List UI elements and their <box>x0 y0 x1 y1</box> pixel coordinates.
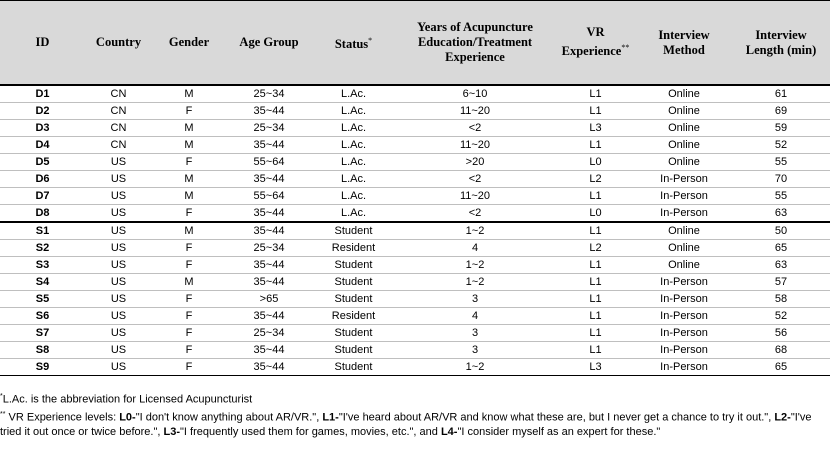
cell-status: L.Ac. <box>312 205 395 223</box>
table-row <box>0 137 830 154</box>
cell-country: US <box>85 154 152 171</box>
cell-gender: F <box>152 103 226 120</box>
table-row <box>0 205 830 223</box>
cell-id: S6 <box>0 308 85 325</box>
cell-country: US <box>85 274 152 291</box>
cell-status: Student <box>312 274 395 291</box>
cell-id: D5 <box>0 154 85 171</box>
table-row <box>0 291 830 308</box>
cell-country: CN <box>85 137 152 154</box>
header-id: ID <box>0 1 85 86</box>
cell-id: D8 <box>0 205 85 223</box>
cell-country: US <box>85 222 152 240</box>
table-row <box>0 85 830 103</box>
cell-years: 1~2 <box>395 274 555 291</box>
cell-interview-length: 55 <box>732 154 830 171</box>
cell-gender: M <box>152 222 226 240</box>
cell-gender: M <box>152 274 226 291</box>
cell-id: S8 <box>0 342 85 359</box>
cell-gender: F <box>152 359 226 376</box>
cell-vr-experience: L1 <box>555 222 636 240</box>
table-row <box>0 188 830 205</box>
cell-vr-experience: L3 <box>555 359 636 376</box>
cell-years: 1~2 <box>395 257 555 274</box>
table-row <box>0 274 830 291</box>
cell-id: S1 <box>0 222 85 240</box>
cell-id: D6 <box>0 171 85 188</box>
cell-id: D3 <box>0 120 85 137</box>
cell-years: 4 <box>395 308 555 325</box>
table-row <box>0 325 830 342</box>
cell-status: Student <box>312 325 395 342</box>
cell-gender: M <box>152 85 226 103</box>
cell-gender: F <box>152 325 226 342</box>
cell-id: D1 <box>0 85 85 103</box>
cell-years: 1~2 <box>395 359 555 376</box>
header-interview-method: Interview Method <box>636 1 732 86</box>
cell-age-group: 35~44 <box>226 257 312 274</box>
cell-country: US <box>85 257 152 274</box>
cell-years: 1~2 <box>395 222 555 240</box>
cell-years: <2 <box>395 120 555 137</box>
cell-years: 3 <box>395 291 555 308</box>
cell-id: D2 <box>0 103 85 120</box>
table-row <box>0 171 830 188</box>
cell-age-group: 25~34 <box>226 240 312 257</box>
cell-interview-method: Online <box>636 103 732 120</box>
cell-id: S4 <box>0 274 85 291</box>
cell-vr-experience: L1 <box>555 103 636 120</box>
cell-interview-length: 69 <box>732 103 830 120</box>
cell-status: Student <box>312 257 395 274</box>
cell-interview-method: Online <box>636 257 732 274</box>
cell-age-group: 35~44 <box>226 137 312 154</box>
cell-vr-experience: L0 <box>555 154 636 171</box>
cell-years: 6~10 <box>395 85 555 103</box>
footnote-status: *L.Ac. is the abbreviation for Licensed Acupuncturist <box>0 393 253 406</box>
cell-age-group: 35~44 <box>226 274 312 291</box>
cell-interview-length: 50 <box>732 222 830 240</box>
cell-interview-length: 61 <box>732 85 830 103</box>
cell-interview-method: In-Person <box>636 325 732 342</box>
cell-status: L.Ac. <box>312 154 395 171</box>
table-row <box>0 342 830 359</box>
cell-gender: F <box>152 240 226 257</box>
table-row <box>0 240 830 257</box>
cell-age-group: 35~44 <box>226 222 312 240</box>
cell-interview-method: In-Person <box>636 359 732 376</box>
cell-age-group: >65 <box>226 291 312 308</box>
table-body <box>0 85 830 376</box>
cell-age-group: 25~34 <box>226 325 312 342</box>
table-row <box>0 222 830 240</box>
cell-status: L.Ac. <box>312 103 395 120</box>
cell-status: Student <box>312 342 395 359</box>
table-header-row <box>0 1 830 86</box>
cell-country: US <box>85 342 152 359</box>
cell-interview-length: 63 <box>732 257 830 274</box>
table-row <box>0 120 830 137</box>
cell-country: CN <box>85 103 152 120</box>
cell-gender: F <box>152 308 226 325</box>
cell-status: L.Ac. <box>312 120 395 137</box>
cell-years: 11~20 <box>395 137 555 154</box>
footnotes <box>0 390 826 440</box>
cell-interview-method: Online <box>636 137 732 154</box>
cell-interview-method: In-Person <box>636 291 732 308</box>
cell-country: US <box>85 359 152 376</box>
cell-interview-length: 63 <box>732 205 830 223</box>
cell-interview-method: In-Person <box>636 308 732 325</box>
cell-vr-experience: L0 <box>555 205 636 223</box>
cell-years: <2 <box>395 171 555 188</box>
vr-footnote-mark: ** <box>621 43 630 53</box>
cell-id: D7 <box>0 188 85 205</box>
cell-status: Student <box>312 359 395 376</box>
cell-country: CN <box>85 85 152 103</box>
cell-age-group: 35~44 <box>226 103 312 120</box>
cell-id: D4 <box>0 137 85 154</box>
cell-age-group: 35~44 <box>226 171 312 188</box>
cell-years: 4 <box>395 240 555 257</box>
cell-interview-length: 70 <box>732 171 830 188</box>
cell-interview-method: Online <box>636 85 732 103</box>
cell-interview-length: 65 <box>732 240 830 257</box>
cell-interview-length: 56 <box>732 325 830 342</box>
cell-gender: M <box>152 137 226 154</box>
cell-vr-experience: L2 <box>555 171 636 188</box>
cell-status: L.Ac. <box>312 137 395 154</box>
table-row <box>0 154 830 171</box>
cell-id: S5 <box>0 291 85 308</box>
cell-id: S7 <box>0 325 85 342</box>
cell-interview-length: 57 <box>732 274 830 291</box>
cell-age-group: 25~34 <box>226 120 312 137</box>
cell-country: US <box>85 171 152 188</box>
table-row <box>0 257 830 274</box>
header-years-experience: Years of Acupuncture Education/Treatment Experience <box>395 1 555 86</box>
cell-country: US <box>85 325 152 342</box>
cell-gender: M <box>152 171 226 188</box>
cell-gender: M <box>152 120 226 137</box>
cell-vr-experience: L1 <box>555 274 636 291</box>
cell-age-group: 35~44 <box>226 359 312 376</box>
cell-interview-length: 58 <box>732 291 830 308</box>
cell-age-group: 55~64 <box>226 188 312 205</box>
cell-gender: F <box>152 257 226 274</box>
cell-vr-experience: L2 <box>555 240 636 257</box>
cell-country: US <box>85 291 152 308</box>
cell-interview-length: 59 <box>732 120 830 137</box>
cell-age-group: 35~44 <box>226 308 312 325</box>
cell-years: 3 <box>395 342 555 359</box>
cell-interview-method: Online <box>636 222 732 240</box>
header-status: Status* <box>312 1 395 86</box>
cell-gender: F <box>152 154 226 171</box>
cell-interview-method: Online <box>636 120 732 137</box>
cell-interview-method: In-Person <box>636 342 732 359</box>
cell-status: Student <box>312 222 395 240</box>
cell-vr-experience: L1 <box>555 188 636 205</box>
cell-age-group: 35~44 <box>226 342 312 359</box>
cell-interview-method: In-Person <box>636 171 732 188</box>
cell-vr-experience: L1 <box>555 325 636 342</box>
cell-status: L.Ac. <box>312 171 395 188</box>
cell-interview-method: In-Person <box>636 188 732 205</box>
status-footnote-mark: * <box>368 35 373 45</box>
table-row <box>0 103 830 120</box>
cell-gender: F <box>152 342 226 359</box>
cell-interview-length: 52 <box>732 308 830 325</box>
header-country: Country <box>85 1 152 86</box>
cell-years: >20 <box>395 154 555 171</box>
header-age-group: Age Group <box>226 1 312 86</box>
cell-status: L.Ac. <box>312 85 395 103</box>
cell-interview-length: 65 <box>732 359 830 376</box>
header-interview-length: Interview Length (min) <box>732 1 830 86</box>
cell-vr-experience: L1 <box>555 85 636 103</box>
header-vr-experience: VR Experience** <box>555 1 636 86</box>
cell-vr-experience: L1 <box>555 308 636 325</box>
cell-interview-method: Online <box>636 240 732 257</box>
cell-interview-method: In-Person <box>636 205 732 223</box>
header-gender: Gender <box>152 1 226 86</box>
cell-status: Student <box>312 291 395 308</box>
cell-vr-experience: L1 <box>555 137 636 154</box>
cell-years: 11~20 <box>395 103 555 120</box>
cell-country: US <box>85 205 152 223</box>
cell-status: Resident <box>312 308 395 325</box>
cell-interview-method: Online <box>636 154 732 171</box>
cell-years: 11~20 <box>395 188 555 205</box>
cell-interview-length: 52 <box>732 137 830 154</box>
cell-vr-experience: L1 <box>555 257 636 274</box>
cell-age-group: 55~64 <box>226 154 312 171</box>
cell-years: 3 <box>395 325 555 342</box>
cell-interview-method: In-Person <box>636 274 732 291</box>
cell-id: S3 <box>0 257 85 274</box>
cell-country: CN <box>85 120 152 137</box>
cell-vr-experience: L3 <box>555 120 636 137</box>
cell-gender: F <box>152 291 226 308</box>
cell-age-group: 35~44 <box>226 205 312 223</box>
cell-gender: F <box>152 205 226 223</box>
cell-interview-length: 68 <box>732 342 830 359</box>
table-row <box>0 308 830 325</box>
cell-id: S2 <box>0 240 85 257</box>
cell-age-group: 25~34 <box>226 85 312 103</box>
cell-vr-experience: L1 <box>555 342 636 359</box>
cell-vr-experience: L1 <box>555 291 636 308</box>
cell-country: US <box>85 308 152 325</box>
cell-interview-length: 55 <box>732 188 830 205</box>
cell-status: Resident <box>312 240 395 257</box>
cell-id: S9 <box>0 359 85 376</box>
cell-years: <2 <box>395 205 555 223</box>
cell-gender: M <box>152 188 226 205</box>
cell-country: US <box>85 240 152 257</box>
footnote-vr-levels: ** VR Experience levels: L0-"I don't know anything about AR/VR.", L1-"I've heard about AR/VR and know what these are, but I never get a chance to try it out.", L2-"I've tried it out once or twice before.", L3-"I frequently used them for games, movies, etc.", and L4-"I consider myself as an expert for these." <box>0 411 812 439</box>
cell-status: L.Ac. <box>312 188 395 205</box>
cell-country: US <box>85 188 152 205</box>
table-row <box>0 359 830 376</box>
